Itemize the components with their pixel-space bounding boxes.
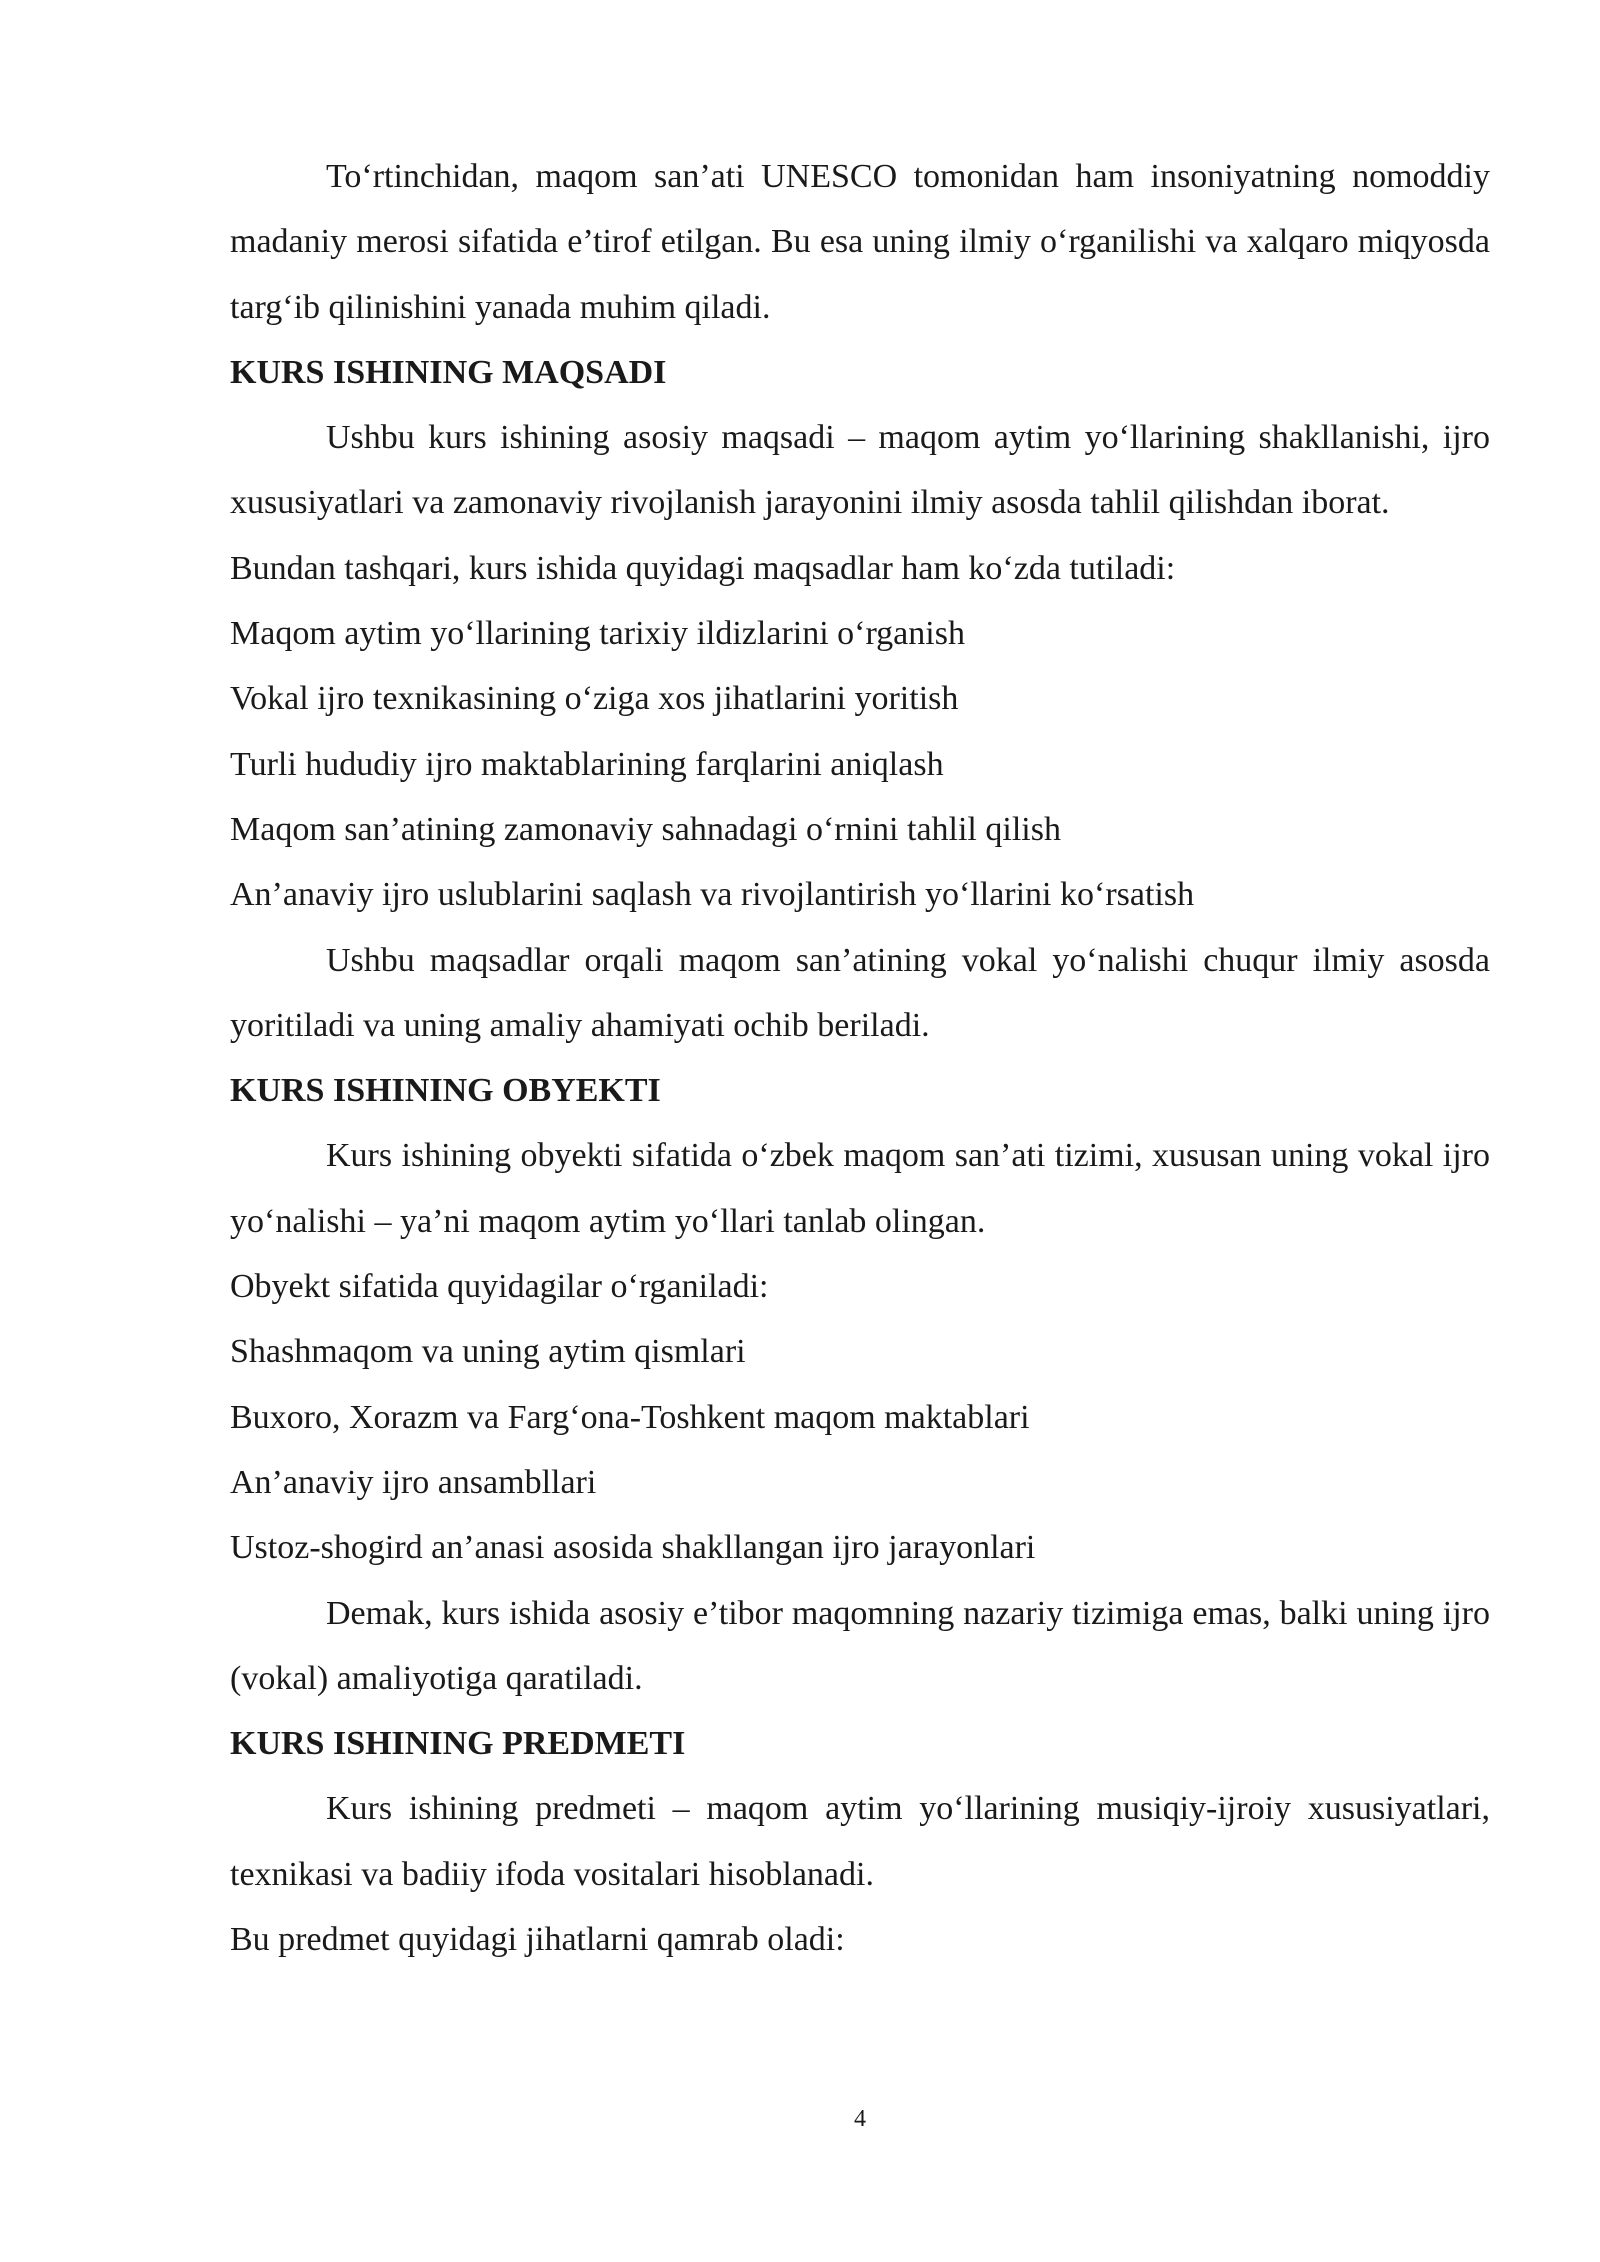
list-item: Buxoro, Xorazm va Farg‘ona-Toshkent maqom maktablari (230, 1398, 1030, 1436)
page-number: 4 (854, 2106, 866, 2132)
paragraph-maqsadlar-intro: Bundan tashqari, kurs ishida quyidagi maqsadlar ham ko‘zda tutiladi: (230, 549, 1176, 587)
list-item: Maqom san’atining zamonaviy sahnadagi o‘rnini tahlil qilish (230, 810, 1061, 848)
paragraph-maqsadlar-summary: Ushbu maqsadlar orqali maqom san’atining vokal yo‘nalishi chuqur ilmiy asosda yoritiladi va uning amaliy ahamiyati ochib beriladi. (230, 941, 1490, 1044)
paragraph-unesco: To‘rtinchidan, maqom san’ati UNESCO tomonidan ham insoniyatning nomoddiy madaniy merosi sifatida e’tirof etilgan. Bu esa uning ilmiy o‘rganilishi va xalqaro miqyosda targ‘ib qilinishini yanada muhim qiladi. (230, 158, 1490, 326)
heading-maqsadi: KURS ISHINING MAQSADI (230, 353, 667, 391)
paragraph-obyekti: Kurs ishining obyekti sifatida o‘zbek maqom san’ati tizimi, xususan uning vokal ijro yo‘nalishi – ya’ni maqom aytim yo‘llari tanlab olingan. (230, 1137, 1490, 1240)
list-item: Ustoz-shogird an’anasi asosida shakllangan ijro jarayonlari (230, 1529, 1036, 1567)
paragraph-demak: Demak, kurs ishida asosiy e’tibor maqomning nazariy tizimiga emas, balki uning ijro (vokal) amaliyotiga qaratiladi. (230, 1594, 1490, 1697)
list-item: Turli hududiy ijro maktablarining farqlarini aniqlash (230, 745, 944, 783)
paragraph-maqsadi: Ushbu kurs ishining asosiy maqsadi – maqom aytim yo‘llarining shakllanishi, ijro xususiyatlari va zamonaviy rivojlanish jarayonini ilmiy asosda tahlil qilishdan iborat. (230, 419, 1490, 522)
list-item: An’anaviy ijro ansambllari (230, 1463, 597, 1501)
paragraph-obyekt-intro: Obyekt sifatida quyidagilar o‘rganiladi: (230, 1268, 769, 1306)
list-item: Maqom aytim yo‘llarining tarixiy ildizlarini o‘rganish (230, 615, 965, 653)
paragraph-predmeti: Kurs ishining predmeti – maqom aytim yo‘llarining musiqiy-ijroiy xususiyatlari, texnikasi va badiiy ifoda vositalari hisoblanadi. (230, 1790, 1490, 1893)
heading-obyekti: KURS ISHINING OBYEKTI (230, 1072, 661, 1110)
page-body (230, 144, 1490, 1972)
list-item: Shashmaqom va uning aytim qismlari (230, 1333, 746, 1371)
paragraph-predmet-intro: Bu predmet quyidagi jihatlarni qamrab oladi: (230, 1921, 845, 1959)
list-item: An’anaviy ijro uslublarini saqlash va rivojlantirish yo‘llarini ko‘rsatish (230, 876, 1195, 914)
list-item: Vokal ijro texnikasining o‘ziga xos jihatlarini yoritish (230, 680, 959, 718)
heading-predmeti: KURS ISHINING PREDMETI (230, 1725, 686, 1763)
